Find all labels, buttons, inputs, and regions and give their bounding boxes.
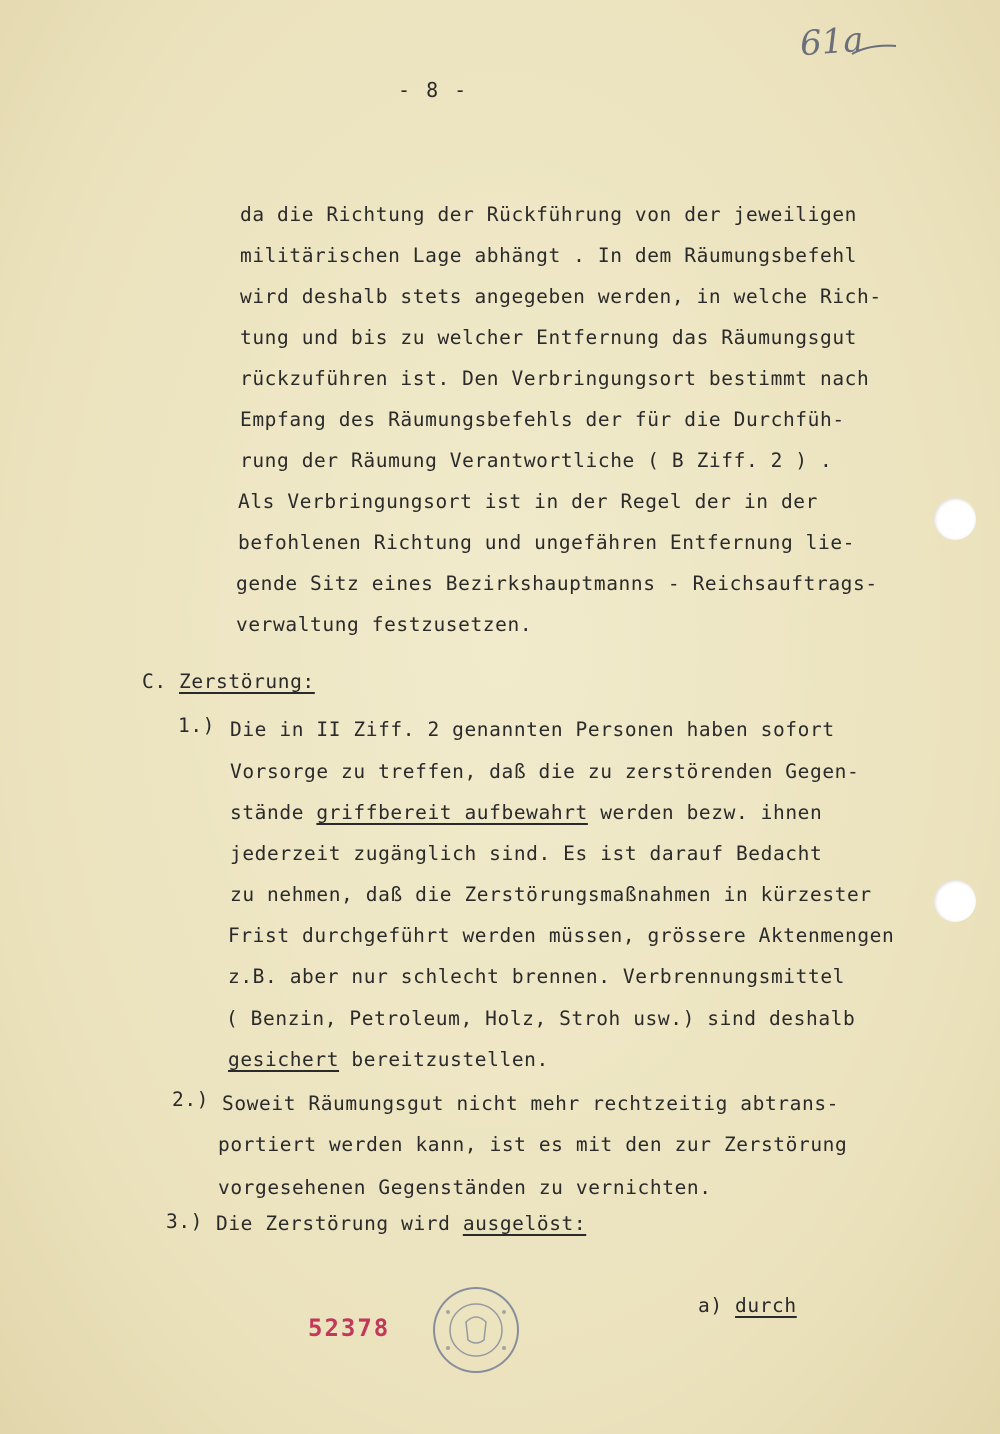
punch-hole-upper xyxy=(934,498,976,540)
continuation-word: durch xyxy=(735,1294,797,1317)
text-line: rückzuführen ist. Den Verbringungsort bestimmt nach xyxy=(240,367,870,390)
underlined-text: griffbereit aufbewahrt xyxy=(316,801,588,824)
item-number: 1.) xyxy=(178,714,216,737)
text-line: Empfang des Räumungsbefehls der für die Durchfüh- xyxy=(240,408,845,431)
text-line: ( Benzin, Petroleum, Holz, Stroh usw.) sind deshalb xyxy=(226,1007,856,1030)
item-number: 2.) xyxy=(172,1088,210,1111)
page-number: - 8 - xyxy=(398,78,469,102)
text-line: portiert werden kann, ist es mit den zur Zerstörung xyxy=(218,1133,848,1156)
archive-mark-underline xyxy=(850,40,900,60)
text-line: Als Verbringungsort ist in der Regel der in der xyxy=(238,490,818,513)
text-line: tung und bis zu welcher Entfernung das Räumungsgut xyxy=(240,326,857,349)
item-number: 3.) xyxy=(166,1210,204,1233)
text-line: gende Sitz eines Bezirkshauptmanns - Reichsauftrags- xyxy=(236,572,878,595)
text-line: Die Zerstörung wird ausgelöst: xyxy=(216,1212,587,1235)
text-line: militärischen Lage abhängt . In dem Räumungsbefehl xyxy=(240,244,857,267)
section-c-heading xyxy=(142,672,315,692)
punch-hole-lower xyxy=(934,880,976,922)
text-line: rung der Räumung Verantwortliche ( B Ziff. 2 ) . xyxy=(240,449,833,472)
section-c-prefix: C. xyxy=(142,670,180,693)
text-line: stände griffbereit aufbewahrt werden bezw. ihnen xyxy=(230,801,823,824)
text-line: gesichert bereitzustellen. xyxy=(228,1048,549,1071)
text-line: Vorsorge zu treffen, daß die zu zerstörenden Gegen- xyxy=(230,760,860,783)
text-line: da die Richtung der Rückführung von der jeweiligen xyxy=(240,203,857,226)
text-line: wird deshalb stets angegeben werden, in welche Rich- xyxy=(240,285,882,308)
underlined-text: gesichert xyxy=(228,1048,340,1071)
text-line: Die in II Ziff. 2 genannten Personen haben sofort xyxy=(230,718,835,741)
continuation-reference: a) durch xyxy=(698,1294,797,1317)
section-c-title: Zerstörung: xyxy=(179,670,315,693)
archive-mark: 61a xyxy=(798,19,865,65)
text-line: Frist durchgeführt werden müssen, grössere Aktenmengen xyxy=(228,924,895,947)
text-line: z.B. aber nur schlecht brennen. Verbrennungsmittel xyxy=(228,965,845,988)
text-line: Soweit Räumungsgut nicht mehr rechtzeitig abtrans- xyxy=(222,1092,839,1115)
text-line: zu nehmen, daß die Zerstörungsmaßnahmen in kürzester xyxy=(230,883,872,906)
archive-stamp-number: 52378 xyxy=(308,1314,391,1342)
text-line: verwaltung festzusetzen. xyxy=(236,613,533,636)
underlined-text: ausgelöst: xyxy=(462,1212,587,1235)
text-line: jederzeit zugänglich sind. Es ist darauf Bedacht xyxy=(230,842,823,865)
text-line: vorgesehenen Gegenständen zu vernichten. xyxy=(218,1176,712,1199)
text-line: befohlenen Richtung und ungefähren Entfernung lie- xyxy=(238,531,855,554)
round-seal xyxy=(428,1282,524,1378)
